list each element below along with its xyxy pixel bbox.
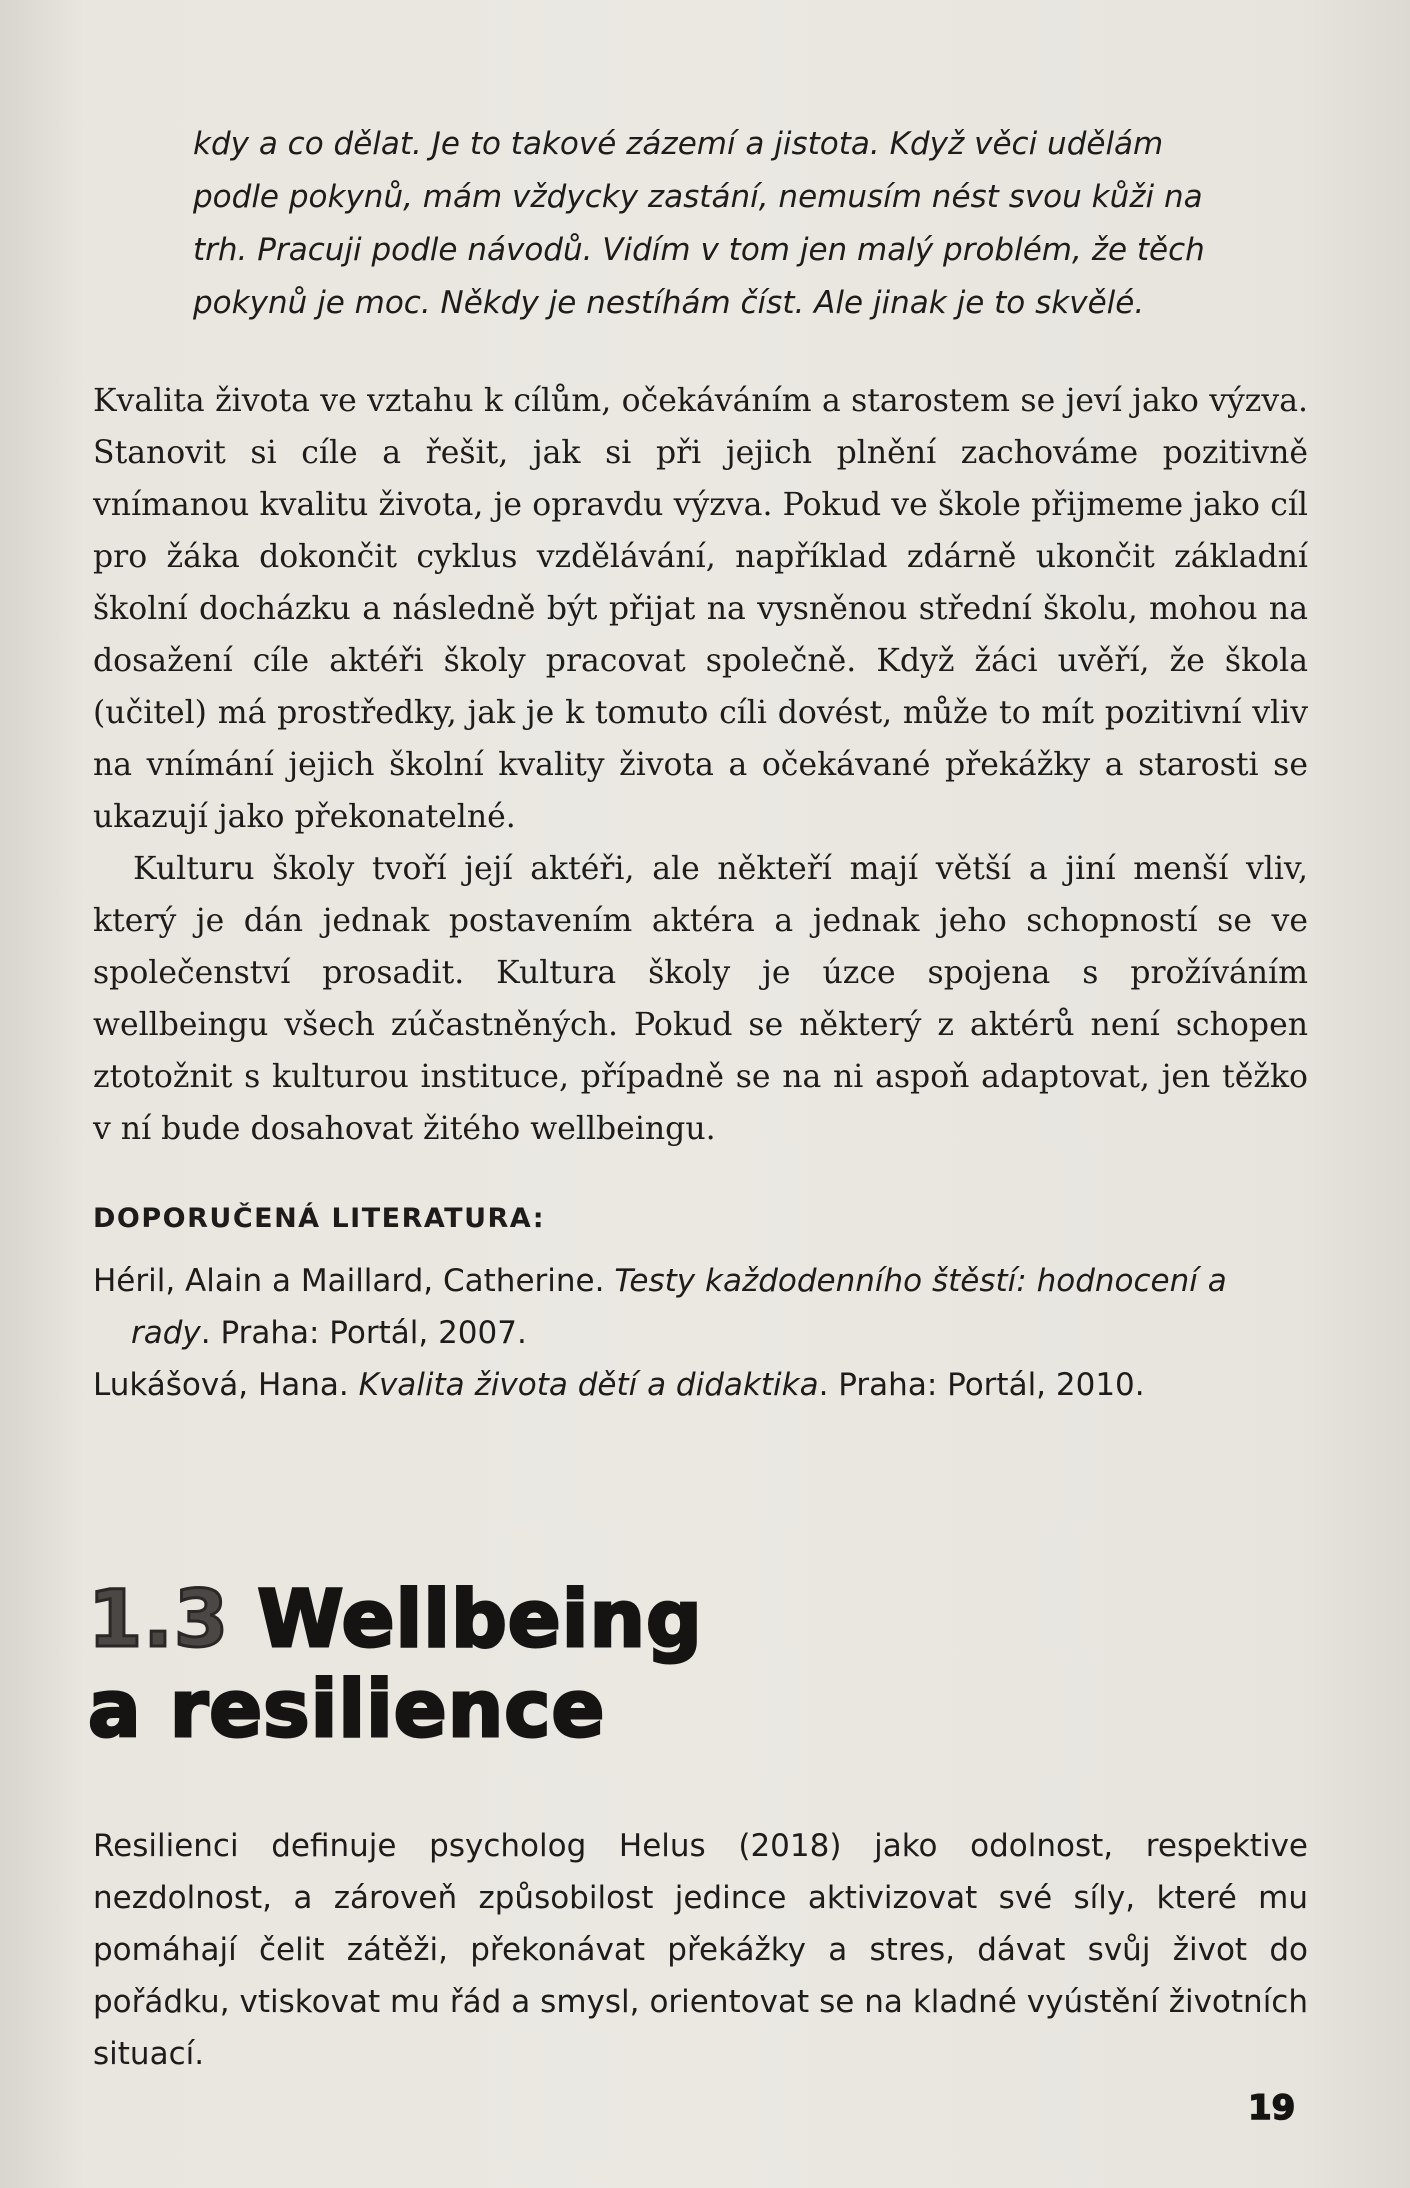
interview-quote: kdy a co dělat. Je to takové zázemí a jistota. Když věci udělám podle pokynů, mám vždycky zastání, nemusím nést svou kůži na trh. Pracuji podle návodů. Vidím v tom jen malý problém, že těch pokynů je moc. Někdy je nestíhám číst. Ale jinak je to skvělé. [193, 126, 1205, 321]
literature-title: Testy každodenního štěstí: hodnocení a rady [131, 1263, 1227, 1351]
literature-authors: Héril, Alain a Maillard, Catherine. [93, 1263, 615, 1299]
literature-authors: Lukášová, Hana. [93, 1367, 359, 1403]
section-title-line2: a resilience [88, 1665, 606, 1755]
section-heading [88, 1575, 703, 1755]
recommended-literature-heading: DOPORUČENÁ LITERATURA: [93, 1203, 546, 1234]
section-number: 1.3 [88, 1575, 230, 1665]
paragraph-quality-of-life: Kvalita života ve vztahu k cílům, očekáváním a starostem se jeví jako výzva. Stanovit si cíle a řešit, jak si při jejich plnění zachováme pozitivně vnímanou kvalitu života, je opravdu výzva. Pokud ve škole přijmeme jako cíl pro žáka dokončit cyklus vzdělávání, například zdárně ukončit základní školní docházku a následně být přijat na vysněnou střední školu, mohou na dosažení cíle aktéři školy pracovat společně. Když žáci uvěří, že škola (učitel) má prostředky, jak je k tomuto cíli dovést, může to mít pozitivní vliv na vnímání jejich školní kvality života a očekávané překážky a starosti se ukazují jako překonatelné. [93, 383, 1308, 835]
page-number: 19 [1248, 2088, 1296, 2128]
literature-list [93, 1255, 1308, 1411]
literature-publication: . Praha: Portál, 2007. [200, 1315, 527, 1351]
paragraph-school-culture: Kulturu školy tvoří její aktéři, ale někteří mají větší a jiní menší vliv, který je dán jednak postavením aktéra a jednak jeho schopností se ve společenství prosadit. Kultura školy je úzce spojena s prožíváním wellbeingu všech zúčastněných. Pokud se některý z aktérů není schopen ztotožnit s kulturou instituce, případně se na ni aspoň adaptovat, jen těžko v ní bude dosahovat žitého wellbeingu. [93, 851, 1308, 1147]
literature-publication: . Praha: Portál, 2010. [818, 1367, 1145, 1403]
literature-item [93, 1359, 1308, 1411]
section-title-line1: Wellbeing [257, 1575, 703, 1665]
literature-item [93, 1255, 1308, 1359]
paragraph-resilience: Resilienci definuje psycholog Helus (2018) jako odolnost, respektive nezdolnost, a zároveň způsobilost jedince aktivizovat své síly, které mu pomáhají čelit zátěži, překonávat překážky a stres, dávat svůj život do pořádku, vtiskovat mu řád a smysl, orientovat se na kladné vyústění životních situací. [93, 1828, 1308, 2072]
literature-title: Kvalita života dětí a didaktika [358, 1367, 819, 1403]
